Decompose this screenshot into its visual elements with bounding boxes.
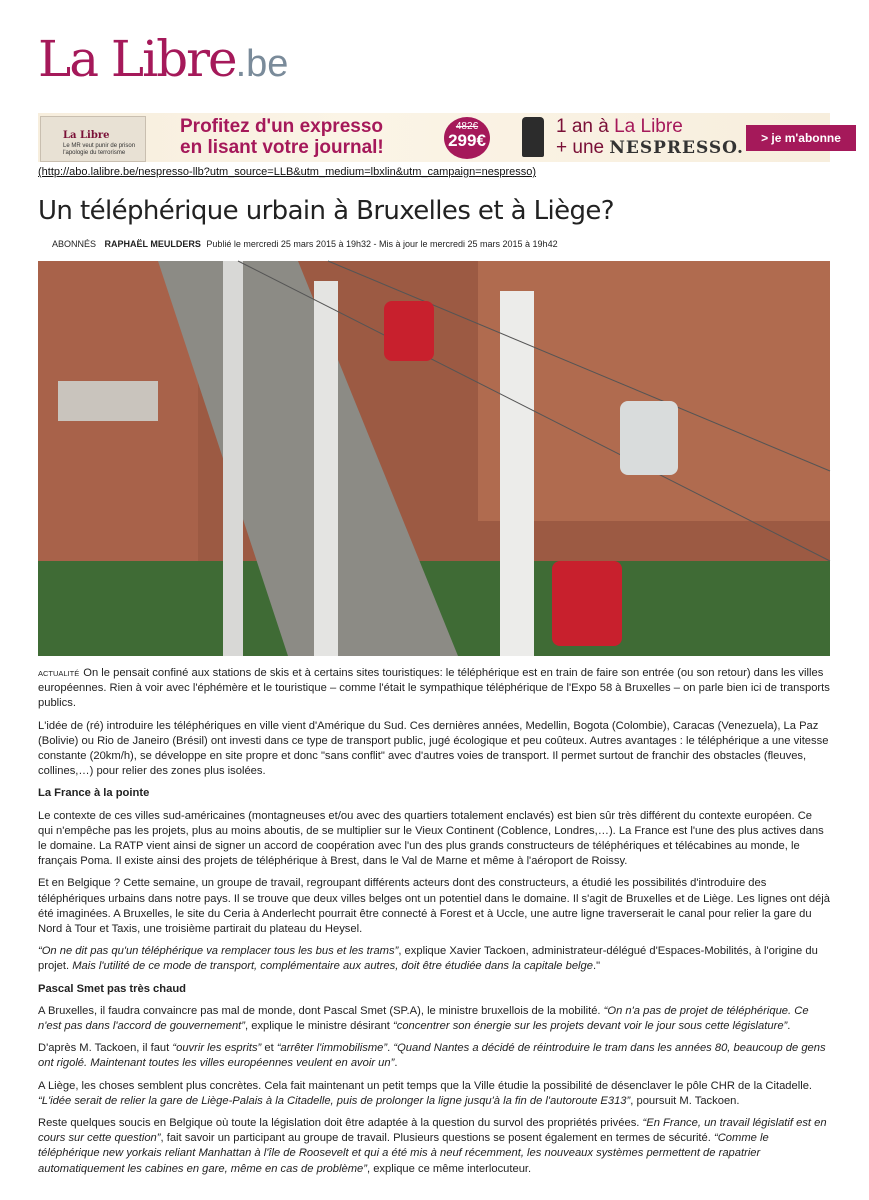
photo-pylon-1 <box>223 261 243 656</box>
newspaper-thumbnail <box>40 116 146 162</box>
subheading-france: La France à la pointe <box>38 787 150 800</box>
paragraph-2: L'idée de (ré) introduire les téléphériques en ville vient d'Amérique du Sud. Ces dernières années, Medellin, Bogota (Colombie), Caracas (Venezuela), La Paz (Bolivie) ou Rio de Janeiro (Brésil) ont investi dans ce type de transport public, jugé écologique et peu coûteux. Autres avantages : le téléphérique a une vitesse constante (20km/h), se développe en site propre et donc "sans conflit" avec d'autres voies de transport. Il permet surtout de franchir des obstacles (fleuves, collines,…) pour relier des zones plus isolées. <box>38 719 829 778</box>
paragraph-4: Et en Belgique ? Cette semaine, un groupe de travail, regroupant différents acteurs dont des constructeurs, a étudié les possibilités d'introduire des téléphériques urbains dans notre pays. Il se trouve que deux villes belges ont un potentiel dans le domaine. Il s'agit de Bruxelles et de Liège. Les lignes ont déjà été imaginées. A Bruxelles, le site du Ceria à Anderlecht pourrait être connecté à Forest et à Uccle, une autre ligne traverserait le canal pour relier la gare du Nord à Tour et Taxis, une troisième partirait du plateau du Heysel. <box>38 877 830 936</box>
site-logo[interactable] <box>38 30 288 94</box>
paragraph-1: ACTUALITÉ On le pensait confiné aux stations de skis et à certains sites touristiques: le téléphérique est en train de faire son entrée (ou son retour) dans les villes européennes. Rien à voir avec l'éphémère et le touristique – comme l'était le sympathique téléphérique de l'Expo 58 à Bruxelles – on parle bien ici de transports publics. <box>38 667 830 710</box>
author-name[interactable]: RAPHAËL MEULDERS <box>104 239 201 249</box>
article-byline <box>52 239 558 249</box>
paragraph-9: Reste quelques soucis en Belgique où toute la législation doit être adaptée à la question du survol des propriétés privées. “En France, un travail législatif est en cours sur cette question”, fait savoir un participant au groupe de travail. Plusieurs questions se posent également en termes de sécurité. “Comme le téléphérique new yorkais reliant Manhattan à l'île de Roosevelt et qui a été mis à neuf récemment, les nouveaux systèmes permettent de rapatrier automatiquement les cabines en gare, même en cas de problème”, explique ce même interlocuteur. <box>38 1117 827 1175</box>
promo-line-1: Profitez d'un expresso <box>180 116 384 137</box>
offer-brand-lalibre: La Libre <box>614 116 683 137</box>
offer-brand-nespresso: NESPRESSO. <box>609 138 744 158</box>
logo-main-text: La Libre <box>38 30 236 88</box>
photo-cabin-red-1 <box>384 301 434 361</box>
promo-line-2: en lisant votre journal! <box>180 137 384 158</box>
logo-suffix-text: .be <box>235 43 289 85</box>
photo-billboard <box>58 381 158 421</box>
offer-line-1-pre: 1 an à <box>556 116 615 137</box>
thumbnail-headline: Le MR veut punir de prison l'apologie du terrorisme <box>63 143 136 156</box>
photo-cabin-white <box>620 401 678 475</box>
article-title: Un téléphérique urbain à Bruxelles et à Liège? <box>38 196 614 226</box>
price-badge <box>444 117 490 159</box>
photo-pylon-3 <box>500 291 534 656</box>
promo-text <box>180 116 384 158</box>
paragraph-7: D'après M. Tackoen, il faut “ouvrir les esprits” et “arrêter l'immobilisme”. “Quand Nantes a décidé de réintroduire le tram dans les années 80, beaucoup de gens ont rigolé. Maintenant toutes les villes européennes veulent en avoir un”. <box>38 1042 826 1070</box>
old-price: 482€ <box>455 121 479 132</box>
coffee-machine-icon <box>522 117 544 157</box>
section-kicker[interactable]: ACTUALITÉ <box>38 669 80 678</box>
publication-dates: Publié le mercredi 25 mars 2015 à 19h32 - Mis à jour le mercredi 25 mars 2015 à 19h42 <box>206 239 558 249</box>
subscribe-button[interactable]: > je m'abonne <box>746 125 856 151</box>
offer-line-2-pre: + une <box>556 137 610 158</box>
paragraph-3: Le contexte de ces villes sud-américaines (montagneuses et/ou avec des quartiers totalement enclavés) est bien sûr très différent du contexte européen. Ce qui n'empêche pas les projets, plus au moins aboutis, de se multiplier sur le Vieux Continent (Coblence, Londres,…). La France est l'une des plus actives dans le domaine. La RATP vient ainsi de signer un accord de coopération avec l'un des plus grands constructeurs de téléphériques et télécabines au monde, le français Poma. Il existe ainsi des projets de téléphérique à Brest, dans le Val de Marne et même à l'aéroport de Roissy. <box>38 809 824 868</box>
article-photo <box>38 261 830 656</box>
banner-source-link[interactable]: (http://abo.lalibre.be/nespresso-llb?utm_source=LLB&utm_medium=lbxlin&utm_campaign=nespresso) <box>38 166 537 178</box>
article-body <box>38 666 830 1184</box>
offer-text <box>556 116 744 159</box>
new-price: 299€ <box>448 131 486 150</box>
paragraph-6: A Bruxelles, il faudra convaincre pas mal de monde, dont Pascal Smet (SP.A), le ministre bruxellois de la mobilité. “On n'a pas de projet de téléphérique. Ce n'est pas dans l'accord de gouvernement”, explique le ministre désirant “concentrer son énergie sur les projets devant voir le jour sous cette législature”. <box>38 1004 809 1033</box>
paragraph-8: A Liège, les choses semblent plus concrètes. Cela fait maintenant un petit temps que la Ville étudie la possibilité de désenclaver le pôle CHR de la Citadelle. “L'idée serait de relier la gare de Liège-Palais à la Citadelle, puis de prolonger la ligne jusqu'à la fin de l'autoroute E313”, poursuit M. Tackoen. <box>38 1079 813 1107</box>
subscription-banner[interactable] <box>38 113 841 162</box>
thumbnail-title: La Libre <box>63 130 110 141</box>
subscriber-badge: ABONNÉS <box>52 239 97 249</box>
photo-cabin-red-2 <box>552 561 622 646</box>
paragraph-5: “On ne dit pas qu'un téléphérique va remplacer tous les bus et les trams”, explique Xavier Tackoen, administrateur-délégué d'Espaces-Mobilités, à l'origine du projet. Mais l'utilité de ce mode de transport, complémentaire aux autres, doit être étudiée dans la capitale belge." <box>38 945 818 973</box>
photo-pylon-2 <box>314 281 338 656</box>
subheading-smet: Pascal Smet pas très chaud <box>38 982 186 995</box>
